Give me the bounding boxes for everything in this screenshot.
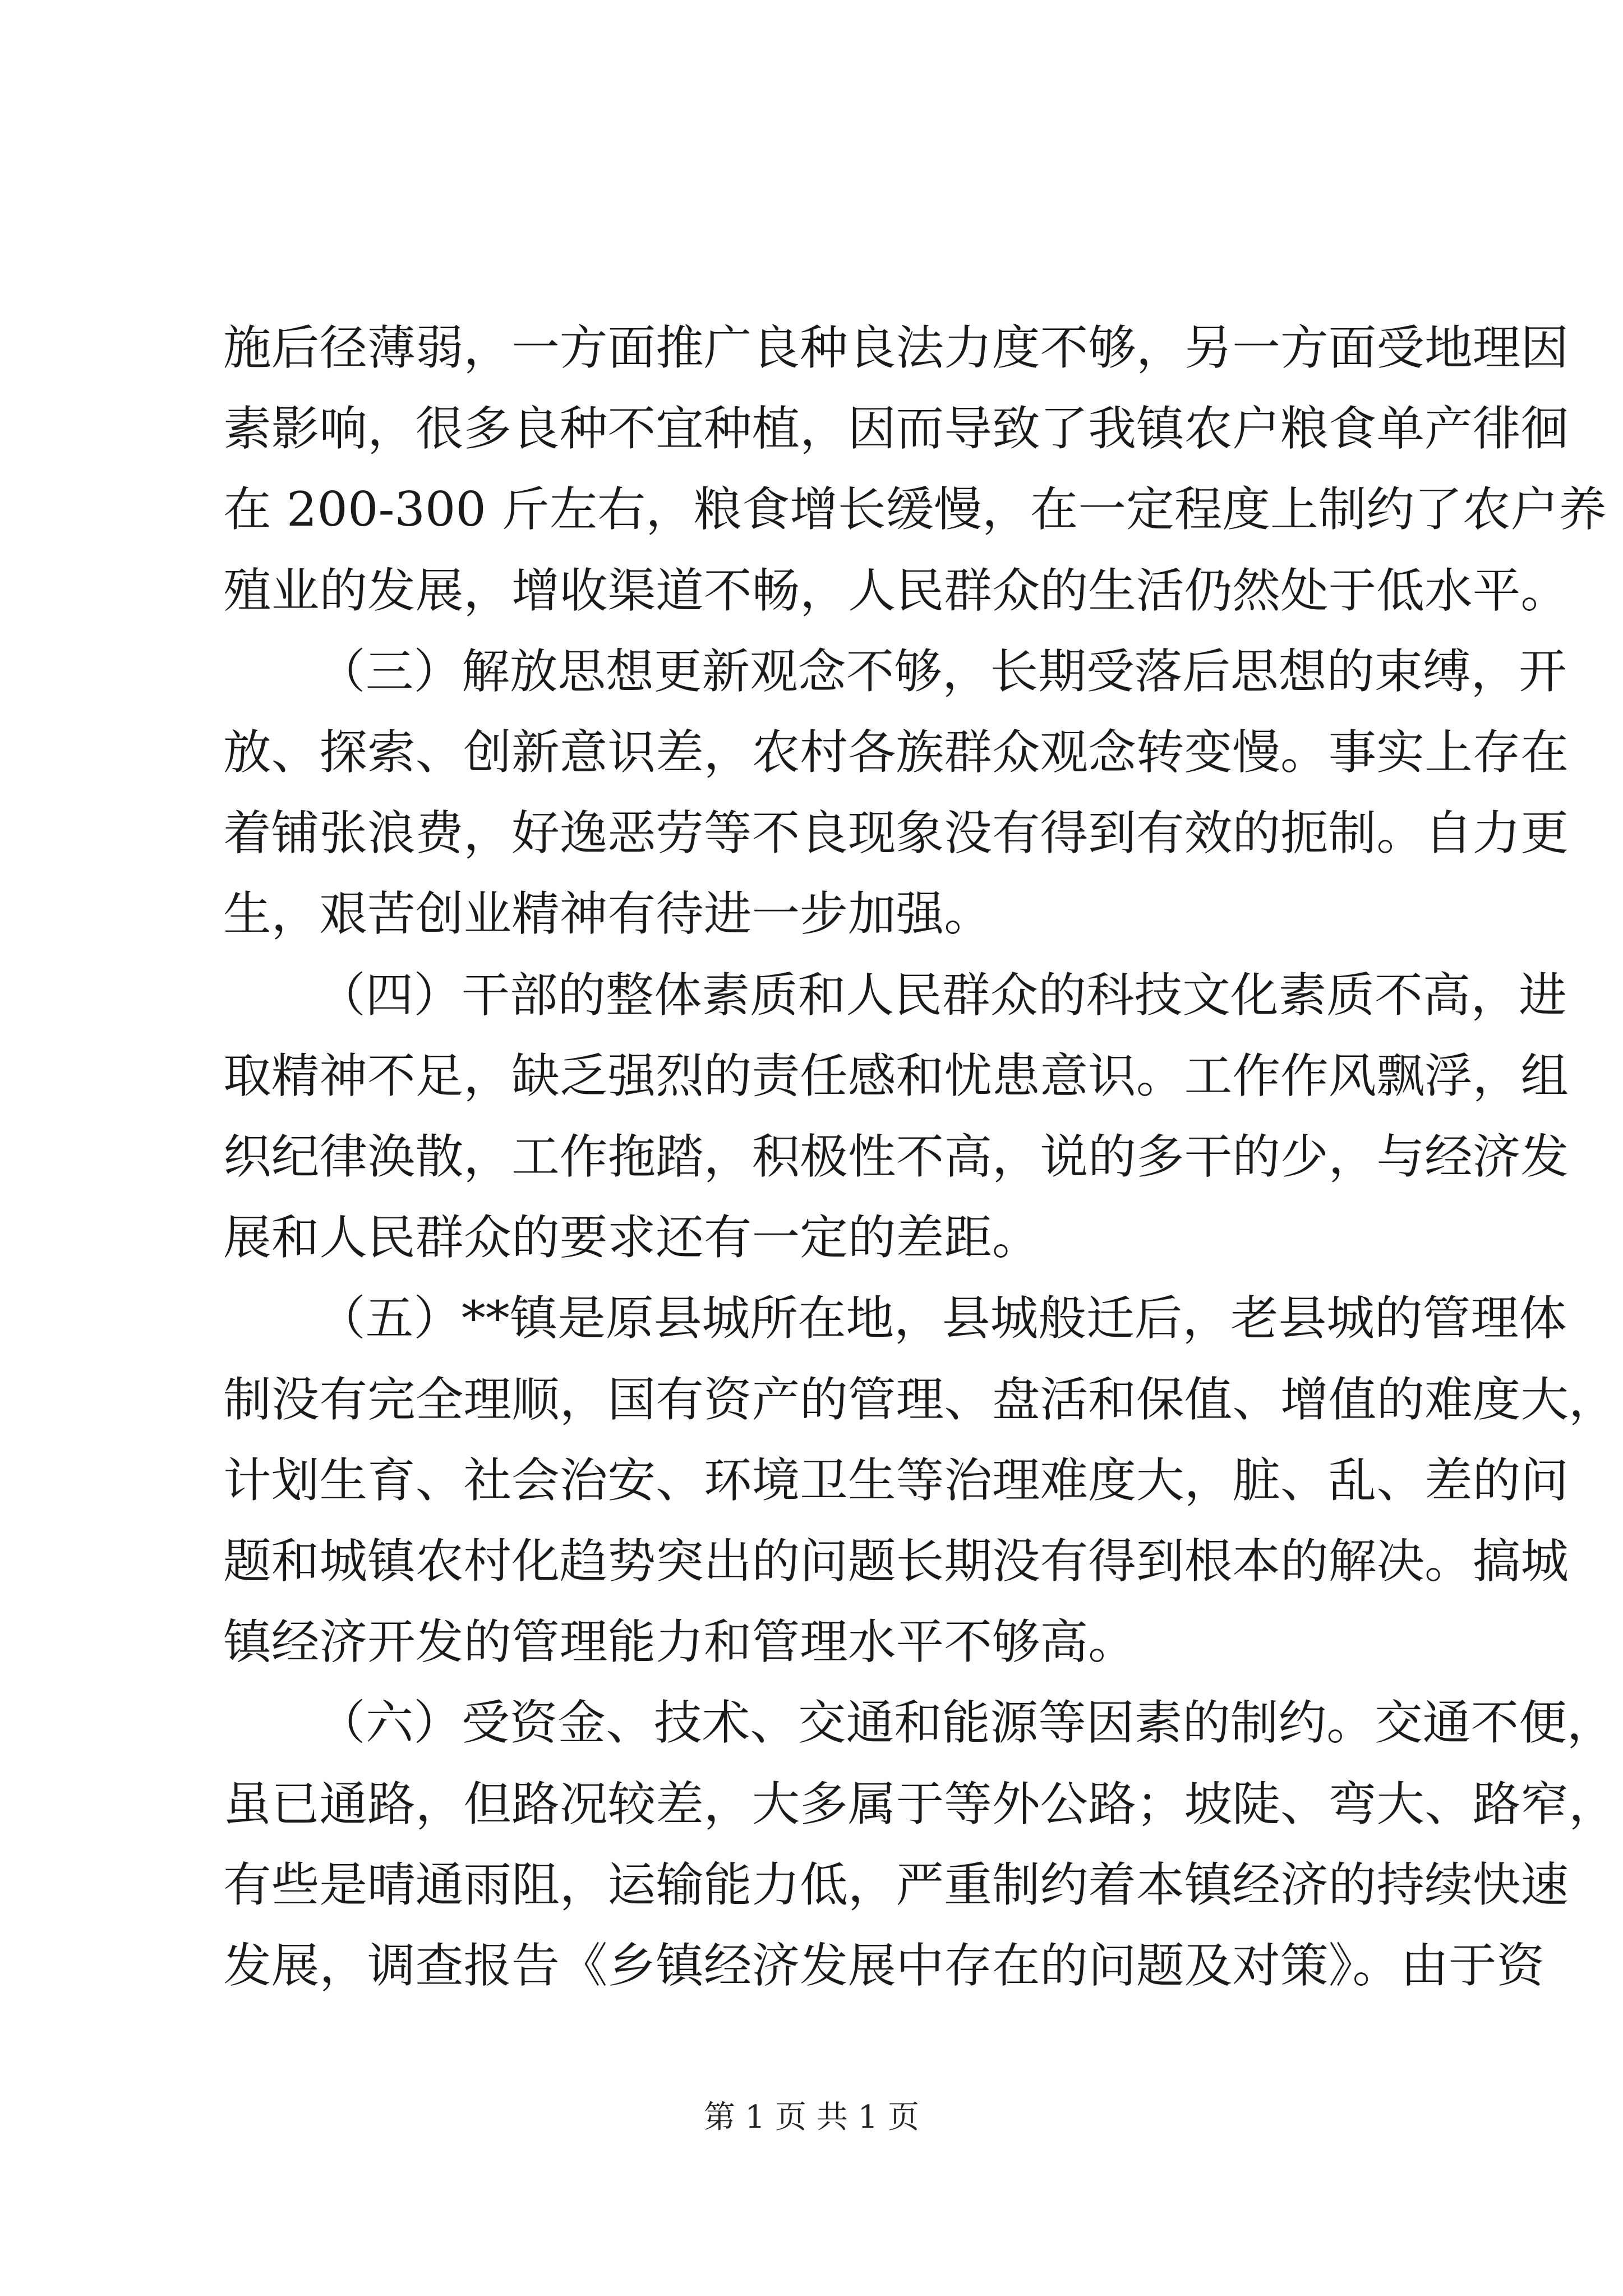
paragraph-6-line-4: 发展，调查报告《乡镇经济发展中存在的问题及对策》。由于资	[223, 1938, 1545, 1993]
paragraph-6-line-3: 有些是晴通雨阻，运输能力低，严重制约着本镇经济的持续快速	[223, 1857, 1569, 1912]
paragraph-4-line-1: （四）干部的整体素质和人民群众的科技文化素质不高，进	[317, 968, 1567, 1023]
paragraph-3-line-2: 放、探索、创新意识差，农村各族群众观念转变慢。事实上存在	[223, 725, 1569, 780]
paragraph-3-line-1: （三）解放思想更新观念不够，长期受落后思想的束缚，开	[317, 644, 1567, 699]
body-line-2: 素影响，很多良种不宜种植，因而导致了我镇农户粮食单产徘徊	[223, 401, 1569, 456]
paragraph-5-line-5: 镇经济开发的管理能力和管理水平不够高。	[223, 1614, 1136, 1669]
body-line-3: 在 200-300 斤左右，粮食增长缓慢，在一定程度上制约了农户养	[223, 482, 1607, 537]
page-footer: 第 1 页 共 1 页	[703, 2099, 920, 2136]
paragraph-6-line-1: （六）受资金、技术、交通和能源等因素的制约。交通不便，	[317, 1695, 1615, 1750]
paragraph-5-line-1: （五）**镇是原县城所在地，县城般迁后，老县城的管理体	[317, 1291, 1567, 1346]
paragraph-3-line-4: 生，艰苦创业精神有待进一步加强。	[223, 886, 992, 941]
paragraph-5-line-4: 题和城镇农村化趋势突出的问题长期没有得到根本的解决。搞城	[223, 1534, 1569, 1589]
paragraph-4-line-4: 展和人民群众的要求还有一定的差距。	[223, 1210, 1040, 1265]
paragraph-4-line-3: 织纪律涣散，工作拖踏，积极性不高，说的多干的少，与经济发	[223, 1129, 1569, 1184]
paragraph-3-line-3: 着铺张浪费，好逸恶劳等不良现象没有得到有效的扼制。自力更	[223, 806, 1569, 861]
paragraph-5-line-2: 制没有完全理顺，国有资产的管理、盘活和保值、增值的难度大，	[223, 1372, 1617, 1427]
paragraph-4-line-2: 取精神不足，缺乏强烈的责任感和忧患意识。工作作风飘浮，组	[223, 1048, 1569, 1103]
body-line-4: 殖业的发展，增收渠道不畅，人民群众的生活仍然处于低水平。	[223, 563, 1569, 618]
paragraph-6-line-2: 虽已通路，但路况较差，大多属于等外公路；坡陡、弯大、路窄，	[223, 1777, 1617, 1832]
body-line-1: 施后径薄弱，一方面推广良种良法力度不够，另一方面受地理因	[223, 320, 1569, 375]
paragraph-5-line-3: 计划生育、社会治安、环境卫生等治理难度大，脏、乱、差的问	[223, 1453, 1569, 1508]
